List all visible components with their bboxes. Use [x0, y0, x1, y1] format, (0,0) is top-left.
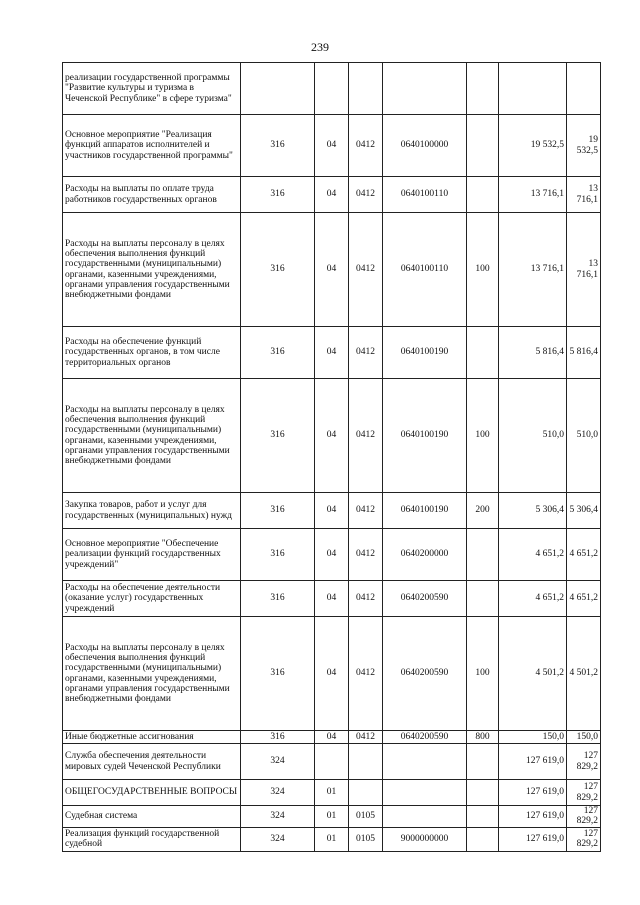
row-code-2: 04: [315, 493, 349, 529]
row-value-1: [499, 63, 567, 115]
table-row: [63, 115, 601, 177]
row-code-5: [467, 827, 499, 851]
row-code-5: [467, 177, 499, 213]
row-value-1: 4 651,2: [499, 529, 567, 581]
row-code-3: 0105: [349, 827, 383, 851]
row-code-4: 0640200000: [383, 529, 467, 581]
budget-table: [62, 62, 601, 852]
table-row: [63, 63, 601, 115]
row-code-2: 04: [315, 617, 349, 731]
row-code-1: 316: [241, 115, 315, 177]
row-value-2: 19 532,5: [567, 115, 601, 177]
row-value-1: 510,0: [499, 379, 567, 493]
row-code-1: 324: [241, 827, 315, 851]
row-code-1: 316: [241, 493, 315, 529]
row-code-5: [467, 63, 499, 115]
row-code-3: [349, 780, 383, 806]
row-code-5: 100: [467, 213, 499, 327]
row-value-2: 4 501,2: [567, 617, 601, 731]
row-code-1: [241, 63, 315, 115]
row-code-5: [467, 744, 499, 780]
row-value-1: 13 716,1: [499, 177, 567, 213]
row-code-5: [467, 581, 499, 617]
row-code-2: 04: [315, 327, 349, 379]
row-code-4: 9000000000: [383, 827, 467, 851]
row-code-3: 0412: [349, 115, 383, 177]
row-name: Реализация функций государственной судебной: [63, 827, 241, 851]
table-row: [63, 806, 601, 828]
row-code-3: 0412: [349, 731, 383, 744]
row-value-2: 127 829,2: [567, 744, 601, 780]
row-code-1: 316: [241, 529, 315, 581]
table-row: [63, 327, 601, 379]
row-code-3: 0412: [349, 177, 383, 213]
row-code-3: 0412: [349, 529, 383, 581]
row-code-4: 0640100110: [383, 177, 467, 213]
page-number: 239: [311, 40, 329, 54]
row-value-2: [567, 63, 601, 115]
row-name: Расходы на обеспечение деятельности (оказание услуг) государственных учреждений: [63, 581, 241, 617]
row-code-4: 0640200590: [383, 617, 467, 731]
row-code-2: 01: [315, 806, 349, 828]
row-code-3: 0412: [349, 213, 383, 327]
row-code-5: 100: [467, 617, 499, 731]
row-name: Служба обеспечения деятельности мировых судей Чеченской Республики: [63, 744, 241, 780]
row-code-2: 04: [315, 379, 349, 493]
row-code-2: 04: [315, 213, 349, 327]
row-code-2: 04: [315, 177, 349, 213]
row-code-1: 316: [241, 731, 315, 744]
row-name: Расходы на выплаты персоналу в целях обеспечения выполнения функций государственными (муниципальными) органами, казенными учреждениями, органами управления государственными внебюджетными фондами: [63, 379, 241, 493]
row-value-2: 5 816,4: [567, 327, 601, 379]
row-value-2: 13 716,1: [567, 213, 601, 327]
row-code-5: [467, 780, 499, 806]
row-code-4: [383, 744, 467, 780]
row-code-3: 0412: [349, 327, 383, 379]
row-code-2: 01: [315, 780, 349, 806]
row-code-1: 324: [241, 806, 315, 828]
row-value-1: 19 532,5: [499, 115, 567, 177]
row-code-4: 0640100190: [383, 493, 467, 529]
row-name: Основное мероприятие "Обеспечение реализации функций государственных учреждений": [63, 529, 241, 581]
row-code-3: 0412: [349, 617, 383, 731]
row-value-2: 127 829,2: [567, 827, 601, 851]
row-code-4: [383, 780, 467, 806]
row-code-5: [467, 806, 499, 828]
row-code-3: 0412: [349, 581, 383, 617]
row-value-1: 13 716,1: [499, 213, 567, 327]
row-code-3: 0412: [349, 493, 383, 529]
row-value-2: 5 306,4: [567, 493, 601, 529]
row-code-4: [383, 63, 467, 115]
row-value-1: 127 619,0: [499, 827, 567, 851]
table-row: [63, 493, 601, 529]
row-code-4: 0640100190: [383, 327, 467, 379]
row-value-1: 127 619,0: [499, 806, 567, 828]
row-code-5: 200: [467, 493, 499, 529]
row-code-4: 0640200590: [383, 581, 467, 617]
row-value-1: 5 816,4: [499, 327, 567, 379]
row-code-3: [349, 744, 383, 780]
row-value-1: 127 619,0: [499, 780, 567, 806]
row-code-4: 0640100110: [383, 213, 467, 327]
row-code-2: 01: [315, 827, 349, 851]
row-code-2: 04: [315, 581, 349, 617]
table-row: [63, 780, 601, 806]
row-code-2: 04: [315, 115, 349, 177]
row-name: ОБЩЕГОСУДАРСТВЕННЫЕ ВОПРОСЫ: [63, 780, 241, 806]
row-code-2: 04: [315, 529, 349, 581]
row-name: Расходы на обеспечение функций государственных органов, в том числе территориальных органов: [63, 327, 241, 379]
table-row: [63, 731, 601, 744]
row-code-1: 324: [241, 780, 315, 806]
row-code-1: 316: [241, 379, 315, 493]
row-code-3: 0105: [349, 806, 383, 828]
row-value-2: 150,0: [567, 731, 601, 744]
row-code-1: 316: [241, 581, 315, 617]
row-code-5: [467, 529, 499, 581]
row-name: Закупка товаров, работ и услуг для государственных (муниципальных) нужд: [63, 493, 241, 529]
row-code-3: 0412: [349, 379, 383, 493]
row-value-2: 127 829,2: [567, 806, 601, 828]
row-code-1: 316: [241, 617, 315, 731]
table-body: [63, 63, 601, 852]
row-value-1: 127 619,0: [499, 744, 567, 780]
row-code-1: 324: [241, 744, 315, 780]
table-row: [63, 581, 601, 617]
row-code-5: 800: [467, 731, 499, 744]
row-value-2: 4 651,2: [567, 529, 601, 581]
row-name: Расходы на выплаты персоналу в целях обеспечения выполнения функций государственными (муниципальными) органами, казенными учреждениями, органами управления государственными внебюджетными фондами: [63, 213, 241, 327]
table-row: [63, 379, 601, 493]
row-value-2: 4 651,2: [567, 581, 601, 617]
row-code-4: 0640100000: [383, 115, 467, 177]
row-name: Расходы на выплаты персоналу в целях обеспечения выполнения функций государственными (муниципальными) органами, казенными учреждениями, органами управления государственными внебюджетными фондами: [63, 617, 241, 731]
row-code-5: [467, 115, 499, 177]
row-value-1: 4 651,2: [499, 581, 567, 617]
table-row: [63, 529, 601, 581]
row-code-2: [315, 63, 349, 115]
table-row: [63, 213, 601, 327]
row-code-5: 100: [467, 379, 499, 493]
row-code-4: 0640200590: [383, 731, 467, 744]
row-code-4: 0640100190: [383, 379, 467, 493]
row-value-2: 13 716,1: [567, 177, 601, 213]
row-value-2: 127 829,2: [567, 780, 601, 806]
row-name: реализации государственной программы "Развитие культуры и туризма в Чеченской Республике" в сфере туризма": [63, 63, 241, 115]
row-name: Основное мероприятие "Реализация функций аппаратов исполнителей и участников государственной программы": [63, 115, 241, 177]
table-row: [63, 617, 601, 731]
row-value-1: 5 306,4: [499, 493, 567, 529]
row-code-4: [383, 806, 467, 828]
table-row: [63, 827, 601, 851]
row-code-2: [315, 744, 349, 780]
row-name: Судебная система: [63, 806, 241, 828]
row-code-1: 316: [241, 327, 315, 379]
row-value-2: 510,0: [567, 379, 601, 493]
row-code-1: 316: [241, 213, 315, 327]
row-name: Иные бюджетные ассигнования: [63, 731, 241, 744]
row-code-2: 04: [315, 731, 349, 744]
row-code-5: [467, 327, 499, 379]
table-row: [63, 177, 601, 213]
row-code-3: [349, 63, 383, 115]
row-value-1: 4 501,2: [499, 617, 567, 731]
row-name: Расходы на выплаты по оплате труда работников государственных органов: [63, 177, 241, 213]
row-code-1: 316: [241, 177, 315, 213]
row-value-1: 150,0: [499, 731, 567, 744]
table-row: [63, 744, 601, 780]
